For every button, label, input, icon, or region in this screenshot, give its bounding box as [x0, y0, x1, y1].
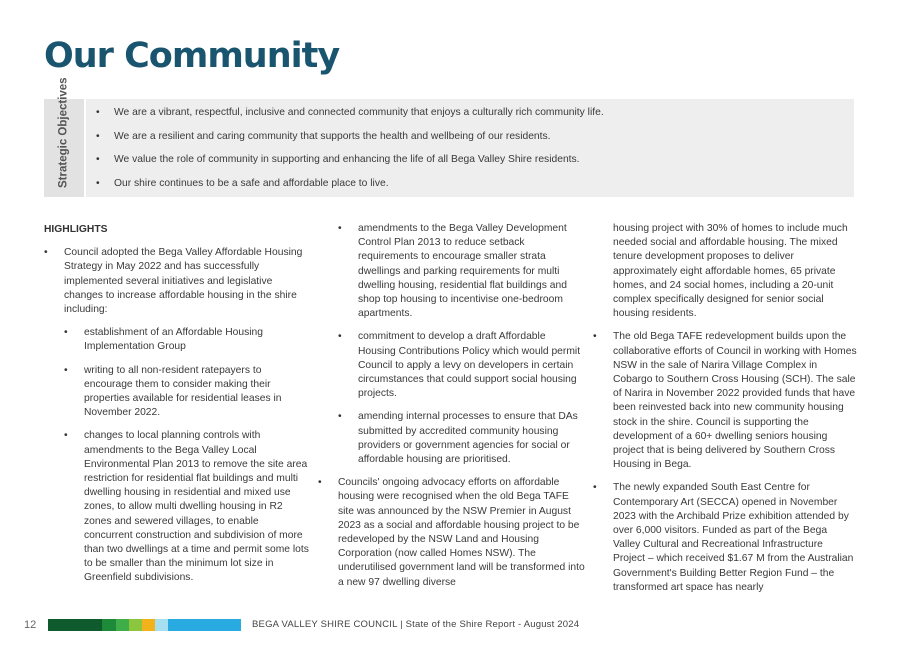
sub-bullet-internal-processes: • amending internal processes to ensure that DAs submitted by accredited community housing providers or government agencies for social or affordable housing are prioritised.	[318, 410, 586, 467]
strategic-objectives-sidebar	[44, 77, 86, 197]
footer-color-segment	[102, 619, 116, 631]
text-column-1	[44, 222, 309, 595]
sub-bullet-ratepayers-letter: • writing to all non-resident ratepayers to encourage them to consider making their properties available for residential leases in November 2022.	[44, 364, 309, 421]
highlights-heading: HIGHLIGHTS	[44, 224, 108, 235]
page-title: Our Community	[44, 36, 340, 76]
objective-item: • We are a vibrant, respectful, inclusive and connected community that enjoys a culturally rich community life.	[96, 106, 604, 130]
bullet-secca: • The newly expanded South East Centre for Contemporary Art (SECCA) opened in November 2023 with the Archibald Prize exhibition attended by over 6,000 visitors. Funded as part of the Bega Valley Cultural and Recreational Infrastructure Project – which received $1.67 M from the Australian Government's Building Better Region Fund – the transformed art space has nearly	[593, 481, 857, 595]
sub-bullet-implementation-group: • establishment of an Affordable Housing Implementation Group	[44, 326, 309, 354]
strategic-objectives-list	[96, 106, 604, 200]
text-column-2	[318, 222, 586, 599]
sub-bullet-development-control-plan: • amendments to the Bega Valley Development Control Plan 2013 to reduce setback requirements to encourage smaller strata dwellings and parking requirements for multi dwelling housing, residential flat buildings and shop top housing to incentivise one-bedroom apartments.	[318, 222, 586, 321]
footer-color-segment	[168, 619, 241, 631]
text-column-3	[593, 222, 857, 604]
strategic-objectives-label: Strategic Objectives	[57, 77, 70, 188]
footer-color-segment	[48, 619, 102, 631]
footer-text: BEGA VALLEY SHIRE COUNCIL | State of the Shire Report - August 2024	[252, 619, 580, 630]
sub-bullet-contributions-policy: • commitment to develop a draft Affordable Housing Contributions Policy which would permit Council to apply a levy on developers in certain circumstances that could support social housing projects.	[318, 330, 586, 401]
bullet-advocacy: • Councils' ongoing advocacy efforts on affordable housing were recognised when the old Bega TAFE site was announced by the NSW Premier in August 2023 as a social and affordable housing project to be redeveloped by the NSW Land and Housing Corporation (now called Homes NSW). The underutilised government land will be transformed into a new 97 dwelling diverse	[318, 476, 586, 590]
bullet-advocacy-continued: housing project with 30% of homes to include much needed social and affordable housing. The mixed tenure development proposes to deliver approximately eight affordable homes, 65 private homes, and 24 social homes, including a 20-unit complex specifically designed for senior social housing residents.	[613, 223, 848, 320]
footer-color-segment	[116, 619, 129, 631]
footer-color-segment	[142, 619, 155, 631]
footer-color-segment	[129, 619, 142, 631]
objective-item: • We are a resilient and caring community that supports the health and wellbeing of our residents.	[96, 130, 604, 154]
footer-color-segment	[155, 619, 168, 631]
objective-item: • We value the role of community in supporting and enhancing the life of all Bega Valley Shire residents.	[96, 153, 604, 177]
page-number: 12	[24, 619, 37, 631]
strategic-objectives-panel	[44, 77, 854, 197]
sub-bullet-planning-controls: • changes to local planning controls with amendments to the Bega Valley Local Environmental Plan 2013 to remove the site area restriction for residential flat buildings and multi dwelling housing in residential and mixed use zones, to allow multi dwelling housing in R2 zones and sewered villages, to enable concurrent construction and subdivision of more than two dwellings at a time and permit some lots to be smaller than the minimum lot size in Greenfield subdivisions.	[44, 429, 309, 585]
bullet-tafe-redevelopment: • The old Bega TAFE redevelopment builds upon the collaborative efforts of Council in working with Homes NSW in the sale of Narira Village Complex in Cobargo to Southern Cross Housing (SCH). The sale of Narira in November 2022 provided funds that have been reinvested back into new community housing stock in the shire. Council is supporting the development of a 60+ dwelling seniors housing project that is being delivered by Southern Cross Housing in Bega.	[593, 330, 857, 472]
objective-item: • Our shire continues to be a safe and affordable place to live.	[96, 177, 604, 201]
bullet-affordable-housing-strategy: • Council adopted the Bega Valley Affordable Housing Strategy in May 2022 and has successfully implemented several initiatives and legislative changes to increase affordable housing in the shire including:	[44, 246, 309, 317]
